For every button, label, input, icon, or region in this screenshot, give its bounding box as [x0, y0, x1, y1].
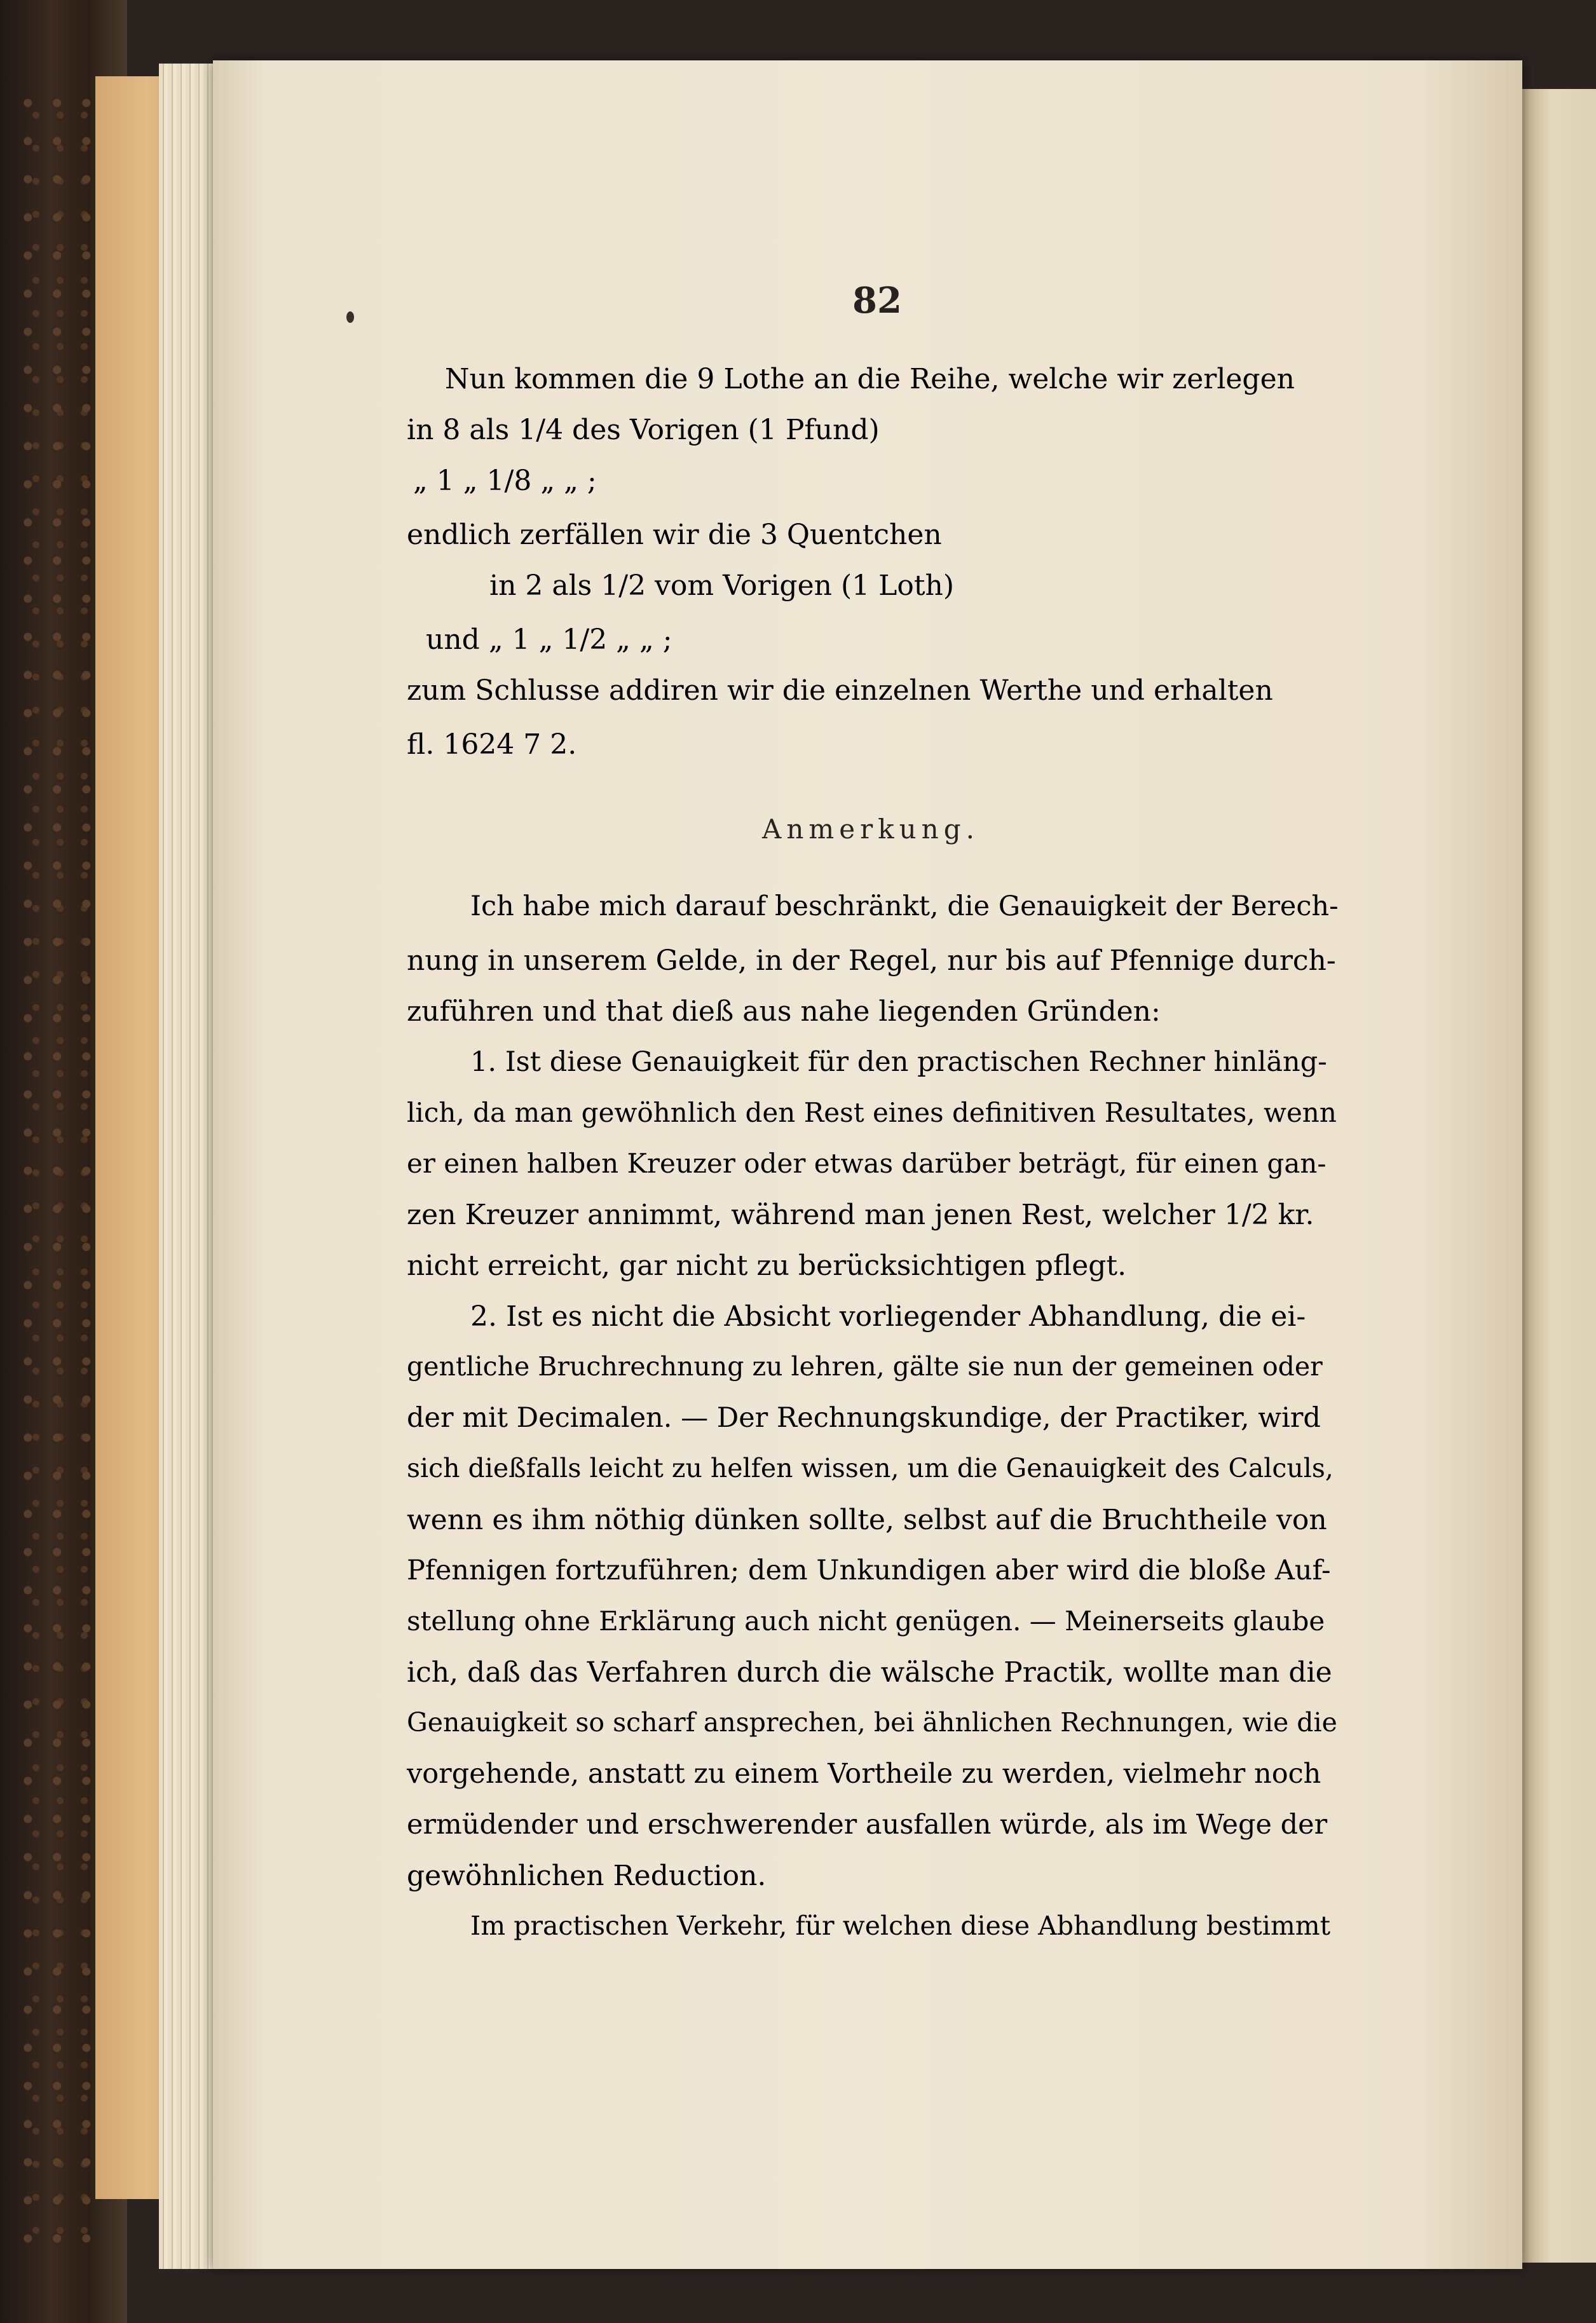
- intro-line: in 8 als 1/4 des Vorigen (1 Pfund): [407, 414, 880, 446]
- intro-line: Nun kommen die 9 Lothe an die Reihe, welche wir zerlegen: [445, 363, 1295, 395]
- body-line: ich, daß das Verfahren durch die wälsche Practik, wollte man die: [407, 1656, 1332, 1689]
- body-line: nicht erreicht, gar nicht zu berücksichtigen pflegt.: [407, 1250, 1127, 1282]
- body-line: zuführen und that dieß aus nahe liegenden Gründen:: [407, 995, 1161, 1028]
- section-heading: Anmerkung.: [762, 814, 979, 845]
- body-line: 1. Ist diese Genauigkeit für den practischen Rechner hinläng-: [470, 1046, 1327, 1078]
- intro-line: in 2 als 1/2 vom Vorigen (1 Loth): [489, 569, 955, 602]
- body-line: 2. Ist es nicht die Absicht vorliegender Abhandlung, die ei-: [470, 1300, 1306, 1333]
- intro-line: fl. 1624 7 2.: [407, 728, 577, 761]
- body-line: sich dießfalls leicht zu helfen wissen, um die Genauigkeit des Calculs,: [407, 1453, 1333, 1483]
- body-line: Pfennigen fortzuführen; dem Unkundigen aber wird die bloße Auf-: [407, 1555, 1331, 1586]
- body-line: ermüdender und erschwerender ausfallen würde, als im Wege der: [407, 1809, 1328, 1841]
- facing-page-edge: [1522, 89, 1596, 2263]
- ink-spot: [346, 311, 354, 323]
- body-line: nung in unserem Gelde, in der Regel, nur bis auf Pfennige durch-: [407, 944, 1336, 977]
- intro-line: und „ 1 „ 1/2 „ „ ;: [426, 623, 672, 656]
- intro-line: zum Schlusse addiren wir die einzelnen Werthe und erhalten: [407, 674, 1273, 707]
- body-line: lich, da man gewöhnlich den Rest eines definitiven Resultates, wenn: [407, 1097, 1337, 1128]
- intro-line: endlich zerfällen wir die 3 Quentchen: [407, 519, 942, 551]
- body-line: zen Kreuzer annimmt, während man jenen Rest, welcher 1/2 kr.: [407, 1199, 1314, 1231]
- page-number: 82: [852, 280, 902, 322]
- body-line: gentliche Bruchrechnung zu lehren, gälte sie nun der gemeinen oder: [407, 1351, 1323, 1382]
- body-line: Genauigkeit so scharf ansprechen, bei ähnlichen Rechnungen, wie die: [407, 1707, 1337, 1738]
- body-line: Ich habe mich darauf beschränkt, die Genauigkeit der Berech-: [470, 890, 1339, 922]
- body-line: wenn es ihm nöthig dünken sollte, selbst auf die Bruchtheile von: [407, 1504, 1327, 1536]
- body-line: gewöhnlichen Reduction.: [407, 1860, 767, 1892]
- body-line: Im practischen Verkehr, für welchen diese Abhandlung bestimmt: [470, 1911, 1331, 1941]
- body-line: der mit Decimalen. — Der Rechnungskundige, der Practiker, wird: [407, 1402, 1321, 1434]
- intro-line: „ 1 „ 1/8 „ „ ;: [413, 465, 597, 497]
- body-line: vorgehende, anstatt zu einem Vortheile zu werden, vielmehr noch: [407, 1758, 1321, 1790]
- body-line: er einen halben Kreuzer oder etwas darüber beträgt, für einen gan-: [407, 1148, 1327, 1179]
- body-line: stellung ohne Erklärung auch nicht genügen. — Meinerseits glaube: [407, 1605, 1325, 1637]
